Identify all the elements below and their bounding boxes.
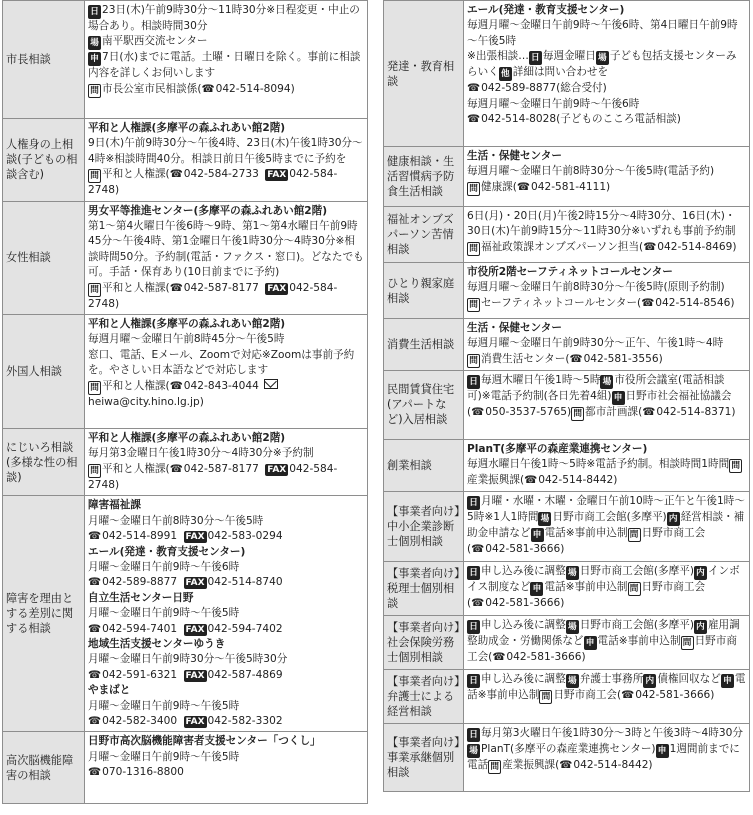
consultation-table-right bbox=[383, 0, 750, 792]
detail-line: 毎月第3金曜日午後1時30分～4時30分※予約制 bbox=[88, 447, 314, 460]
category-label: 【事業者向け】弁護士による経営相談 bbox=[384, 669, 464, 723]
inquiry-tag: 問 bbox=[88, 381, 101, 395]
detail-line: 6日(月)・20日(月)午後2時15分～4時30分、16日(木)・30日(木)午前9時15分～11時30分※いずれも事前予約制 bbox=[467, 210, 736, 238]
detail-line: ☎042-591-6321 FAX 042-587-4869 bbox=[88, 668, 283, 681]
detail-line: 問 平和と人権課(☎042-587-8177 FAX 042-584-2748) bbox=[88, 281, 338, 310]
detail-line: 毎週月曜～金曜日午前9時～午後6時 bbox=[467, 97, 640, 110]
consultation-row bbox=[3, 119, 368, 202]
detail-line: ☎042-589-8877(総合受付) bbox=[467, 82, 607, 95]
phone-icon: ☎ bbox=[169, 281, 183, 294]
consultation-row bbox=[384, 1, 750, 147]
phone-icon: ☎ bbox=[88, 668, 102, 681]
details-cell bbox=[85, 315, 368, 429]
mail-icon bbox=[264, 379, 278, 389]
details-cell bbox=[464, 207, 750, 263]
place-tag: 場 bbox=[596, 51, 609, 65]
detail-line: 日 申し込み後に調整 場 日野市商工会館(多摩平) 内 雇用調整助成金・労働関係など 申 電話※事前申込制 問 日野市商工会(☎042-581-3666) bbox=[467, 618, 740, 663]
location-heading: 日野市高次脳機能障害者支援センター「つくし」 bbox=[88, 735, 321, 748]
location-heading: PlanT(多摩平の森産業連携センター) bbox=[467, 442, 648, 455]
detail-line: ☎042-514-8028(子どものこころ電話相談) bbox=[467, 113, 681, 126]
location-heading: 生活・保健センター bbox=[467, 322, 562, 334]
right-column bbox=[383, 0, 750, 792]
inquiry-tag: 問 bbox=[467, 182, 480, 196]
details-cell bbox=[85, 119, 368, 202]
category-label: 市長相談 bbox=[3, 1, 85, 119]
content-tag: 内 bbox=[643, 674, 656, 688]
consultation-row bbox=[384, 439, 750, 491]
date-tag: 日 bbox=[467, 674, 480, 688]
details-cell bbox=[464, 263, 750, 319]
category-label: 高次脳機能障害の相談 bbox=[3, 732, 85, 804]
date-tag: 日 bbox=[467, 566, 480, 580]
fax-label: FAX bbox=[185, 670, 205, 681]
phone-icon: ☎ bbox=[169, 379, 183, 392]
date-tag: 日 bbox=[467, 728, 480, 742]
details-cell bbox=[464, 669, 750, 723]
detail-line: 月曜～金曜日午前8時30分～午後5時 bbox=[88, 514, 264, 527]
detail-line: ☎042-514-8991 FAX 042-583-0294 bbox=[88, 530, 283, 543]
phone-icon: ☎ bbox=[569, 352, 583, 365]
category-label: 【事業者向け】社会保険労務士個別相談 bbox=[384, 615, 464, 669]
location-heading: 市役所2階セーフティネットコールセンター bbox=[467, 266, 673, 278]
consultation-row bbox=[384, 615, 750, 669]
detail-line: 日 申し込み後に調整 場 弁護士事務所 内 債権回収など 申 電話※事前申込制 問 日野市商工会(☎042-581-3666) bbox=[467, 672, 746, 702]
phone-icon: ☎ bbox=[467, 82, 481, 95]
inquiry-tag: 問 bbox=[88, 464, 101, 478]
detail-line: 場 南平駅西交流センター bbox=[88, 34, 365, 50]
phone-icon: ☎ bbox=[88, 714, 102, 727]
inquiry-tag: 問 bbox=[681, 636, 694, 650]
consultation-row bbox=[384, 319, 750, 371]
category-label: 消費生活相談 bbox=[384, 319, 464, 371]
apply-tag: 申 bbox=[88, 52, 101, 66]
location-heading: エール(発達・教育支援センター) bbox=[467, 4, 625, 16]
phone-icon: ☎ bbox=[471, 542, 485, 555]
detail-line: 第1～第4火曜日午後6時～9時、第1～第4水曜日午前9時45分～午後4時、第1金曜日午後1時30分～4時30分※相談時間50分。予約制(電話・ファクス・窓口)。どなたでも可。手話・保育あり(10日前までに予約) bbox=[88, 220, 364, 279]
inquiry-tag: 問 bbox=[88, 84, 101, 98]
date-tag: 日 bbox=[467, 496, 480, 510]
place-tag: 場 bbox=[566, 674, 579, 688]
details-cell bbox=[464, 615, 750, 669]
detail-line: 毎週月曜～金曜日午前9時30分～正午、午後1時～4時 bbox=[467, 337, 724, 350]
fax-label: FAX bbox=[185, 716, 205, 727]
details-cell bbox=[464, 1, 750, 147]
apply-tag: 申 bbox=[656, 744, 669, 758]
consultation-row bbox=[384, 561, 750, 615]
place-tag: 場 bbox=[566, 620, 579, 634]
phone-icon: ☎ bbox=[642, 405, 656, 418]
location-heading: やまばと bbox=[88, 684, 131, 697]
details-cell bbox=[85, 1, 368, 119]
detail-line: 毎週月曜～金曜日午前8時30分～午後5時(電話予約) bbox=[467, 165, 715, 178]
category-label: 健康相談・生活習慣病予防食生活相談 bbox=[384, 147, 464, 207]
detail-line: 毎週月曜～金曜日午前8時45分～午後5時 bbox=[88, 333, 285, 346]
detail-line: 窓口、電話、Eメール、Zoomで対応※Zoomは事前予約を。やさしい日本語などで対応します bbox=[88, 348, 355, 377]
phone-icon: ☎ bbox=[643, 240, 657, 253]
category-label: 【事業者向け】事業承継個別相談 bbox=[384, 723, 464, 791]
detail-line: 9日(木)午前9時30分～午後4時、23日(木)午後1時30分～4時※相談時間40分。相談日前日午後5時までに予約を bbox=[88, 137, 363, 165]
place-tag: 場 bbox=[600, 375, 613, 389]
details-cell bbox=[85, 201, 368, 314]
detail-line: 毎週月曜～金曜日午前9時～午後6時、第4日曜日午前9時～午後5時 bbox=[467, 19, 738, 47]
phone-icon: ☎ bbox=[88, 766, 102, 779]
inquiry-tag: 問 bbox=[488, 760, 501, 774]
phone-icon: ☎ bbox=[169, 168, 183, 181]
fax-label: FAX bbox=[267, 170, 287, 181]
inquiry-tag: 問 bbox=[88, 283, 101, 297]
apply-tag: 申 bbox=[721, 674, 734, 688]
detail-line: 月曜～金曜日午前9時～午後5時 bbox=[88, 750, 240, 763]
phone-icon: ☎ bbox=[641, 296, 655, 309]
date-tag: 日 bbox=[529, 51, 542, 65]
phone-icon: ☎ bbox=[467, 113, 481, 126]
consultation-row bbox=[3, 732, 368, 804]
category-label: 女性相談 bbox=[3, 201, 85, 314]
details-cell bbox=[464, 439, 750, 491]
consultation-row bbox=[3, 201, 368, 314]
consultation-row bbox=[384, 723, 750, 791]
date-tag: 日 bbox=[88, 5, 101, 19]
detail-line: ※出張相談… 日 毎週金曜日 場 子ども包括支援センターみらいく 他 詳細は問い合わせを bbox=[467, 50, 737, 80]
detail-line: 月曜～金曜日午前9時30分～午後5時30分 bbox=[88, 653, 288, 666]
fax-label: FAX bbox=[267, 283, 287, 294]
category-label: 発達・教育相談 bbox=[384, 1, 464, 147]
detail-line: ☎070-1316-8800 bbox=[88, 766, 184, 779]
location-heading: 生活・保健センター bbox=[467, 150, 562, 162]
details-cell bbox=[464, 491, 750, 561]
category-label: 【事業者向け】税理士個別相談 bbox=[384, 561, 464, 615]
location-heading: 自立生活センター日野 bbox=[88, 591, 194, 604]
detail-line: 日 申し込み後に調整 場 日野市商工会館(多摩平) 内 インボイス制度など 申 電話※事前申込制 問 日野市商工会(☎042-581-3666) bbox=[467, 564, 740, 609]
detail-line: 問 福祉政策課オンブズパーソン担当(☎042-514-8469) bbox=[467, 240, 747, 256]
category-label: にじいろ相談(多様な性の相談) bbox=[3, 429, 85, 496]
detail-line: 問 市長公室市民相談係(☎042-514-8094) bbox=[88, 82, 365, 98]
category-label: 福祉オンブズパーソン苦情相談 bbox=[384, 207, 464, 263]
detail-line: 問 平和と人権課(☎042-584-2733 FAX 042-584-2748) bbox=[88, 168, 338, 197]
phone-icon: ☎ bbox=[88, 530, 102, 543]
detail-line: 日 毎月第3火曜日午後1時30分～3時と午後3時～4時30分場 PlanT(多摩平の森産業連携センター) 申 1週間前までに電話 問 産業振興課(☎042-514-8442) bbox=[467, 726, 743, 772]
location-heading: 障害福祉課 bbox=[88, 499, 141, 512]
phone-icon: ☎ bbox=[471, 596, 485, 609]
fax-label: FAX bbox=[267, 464, 287, 475]
detail-line: 問 セーフティネットコールセンター(☎042-514-8546) bbox=[467, 296, 747, 312]
content-tag: 内 bbox=[667, 512, 680, 526]
consultation-row bbox=[384, 207, 750, 263]
phone-icon: ☎ bbox=[559, 758, 573, 771]
inquiry-tag: 問 bbox=[467, 298, 480, 312]
phone-icon: ☎ bbox=[88, 576, 102, 589]
consultation-row bbox=[3, 429, 368, 496]
detail-line: 月曜～金曜日午前9時～午後5時 bbox=[88, 699, 240, 712]
details-cell bbox=[464, 561, 750, 615]
rows bbox=[384, 1, 750, 792]
date-tag: 日 bbox=[467, 620, 480, 634]
fax-label: FAX bbox=[185, 624, 205, 635]
rows bbox=[3, 1, 368, 804]
details-cell bbox=[85, 496, 368, 732]
category-label: ひとり親家庭相談 bbox=[384, 263, 464, 319]
details-cell bbox=[464, 723, 750, 791]
phone-icon: ☎ bbox=[88, 622, 102, 635]
detail-line: 日 23日(木)午前9時30分～11時30分※日程変更・中止の場合あり。相談時間30分 bbox=[88, 4, 360, 32]
phone-icon: ☎ bbox=[492, 650, 506, 663]
place-tag: 場 bbox=[88, 36, 101, 50]
other-tag: 他 bbox=[499, 67, 512, 81]
detail-line: ☎042-589-8877 FAX 042-514-8740 bbox=[88, 576, 283, 589]
phone-icon: ☎ bbox=[169, 462, 183, 475]
consultation-row bbox=[3, 315, 368, 429]
apply-tag: 申 bbox=[612, 391, 625, 405]
consultation-row bbox=[384, 263, 750, 319]
location-heading: 男女平等推進センター(多摩平の森ふれあい館2階) bbox=[88, 204, 328, 217]
apply-tag: 申 bbox=[531, 528, 544, 542]
consultation-row bbox=[3, 496, 368, 732]
detail-line: 申 7日(水)までに電話。土曜・日曜日を除く。事前に相談内容を詳しくお伺いします bbox=[88, 51, 361, 80]
details-cell bbox=[85, 429, 368, 496]
inquiry-tag: 問 bbox=[628, 528, 641, 542]
category-label: 創業相談 bbox=[384, 439, 464, 491]
phone-icon: ☎ bbox=[471, 405, 485, 418]
detail-line: 毎週水曜日午後1時～5時※電話予約制。相談時間1時間 問産業振興課(☎042-514-8442) bbox=[467, 457, 747, 488]
apply-tag: 申 bbox=[584, 636, 597, 650]
location-heading: エール(発達・教育支援センター) bbox=[88, 545, 246, 558]
inquiry-tag: 問 bbox=[539, 690, 552, 704]
detail-line: ☎042-594-7401 FAX 042-594-7402 bbox=[88, 622, 283, 635]
fax-label: FAX bbox=[185, 578, 205, 589]
details-cell bbox=[464, 319, 750, 371]
place-tag: 場 bbox=[467, 744, 480, 758]
consultation-table-left bbox=[2, 0, 368, 804]
detail-line: 日 毎週木曜日午後1時～5時 場 市役所会議室(電話相談可)※電話予約制(各日先着4組) 申 日野市社会福祉協議会(☎050-3537-5765) 問 都市計画課(☎042-514-8371) bbox=[467, 373, 736, 419]
inquiry-tag: 問 bbox=[571, 407, 584, 421]
details-cell bbox=[464, 370, 750, 439]
detail-line: 問 健康課(☎042-581-4111) bbox=[467, 180, 747, 196]
apply-tag: 申 bbox=[530, 582, 543, 596]
inquiry-tag: 問 bbox=[628, 582, 641, 596]
consultation-row bbox=[384, 370, 750, 439]
consultation-row bbox=[384, 147, 750, 207]
fax-label: FAX bbox=[185, 532, 205, 543]
content-tag: 内 bbox=[694, 620, 707, 634]
category-label: 人権身の上相談(子どもの相談含む) bbox=[3, 119, 85, 202]
inquiry-tag: 問 bbox=[88, 169, 101, 183]
inquiry-tag: 問 bbox=[467, 354, 480, 368]
category-label: 障害を理由とする差別に関する相談 bbox=[3, 496, 85, 732]
date-tag: 日 bbox=[467, 375, 480, 389]
content-tag: 内 bbox=[694, 566, 707, 580]
detail-line: 問 消費生活センター(☎042-581-3556) bbox=[467, 352, 747, 368]
phone-icon: ☎ bbox=[621, 688, 635, 701]
consultation-row bbox=[3, 1, 368, 119]
inquiry-tag: 問 bbox=[467, 242, 480, 256]
category-label: 【事業者向け】中小企業診断士個別相談 bbox=[384, 491, 464, 561]
left-column bbox=[2, 0, 368, 804]
detail-line: 日 月曜・水曜・木曜・金曜日午前10時～正午と午後1時～5時※1人1時間 場 日野市商工会館(多摩平) 内 経営相談・補助金申請など 申 電話※事前申込制 問 日野市商工会(☎042-581-3666) bbox=[467, 494, 745, 555]
category-label: 外国人相談 bbox=[3, 315, 85, 429]
location-heading: 平和と人権課(多摩平の森ふれあい館2階) bbox=[88, 432, 286, 445]
place-tag: 場 bbox=[538, 512, 551, 526]
inquiry-tag: 問 bbox=[729, 459, 742, 473]
detail-line: 月曜～金曜日午前9時～午後5時 bbox=[88, 607, 240, 620]
detail-line: ☎042-582-3400 FAX 042-582-3302 bbox=[88, 714, 283, 727]
details-cell bbox=[85, 732, 368, 804]
location-heading: 地域生活支援センターゆうき bbox=[88, 637, 226, 650]
detail-line: 月曜～金曜日午前9時～午後6時 bbox=[88, 560, 240, 573]
location-heading: 平和と人権課(多摩平の森ふれあい館2階) bbox=[88, 318, 286, 331]
details-cell bbox=[464, 147, 750, 207]
phone-icon: ☎ bbox=[201, 82, 215, 95]
consultation-row bbox=[384, 669, 750, 723]
category-label: 民間賃貸住宅(アパートなど)入居相談 bbox=[384, 370, 464, 439]
detail-line: 問 平和と人権課(☎042-843-4044 heiwa@city.hino.lg.jp) bbox=[88, 379, 365, 410]
consultation-row bbox=[384, 491, 750, 561]
phone-icon: ☎ bbox=[516, 180, 531, 193]
location-heading: 平和と人権課(多摩平の森ふれあい館2階) bbox=[88, 122, 286, 134]
place-tag: 場 bbox=[566, 566, 579, 580]
detail-line: 問 平和と人権課(☎042-587-8177 FAX 042-584-2748) bbox=[88, 462, 338, 491]
detail-line: 毎週月曜～金曜日午前8時30分～午後5時(原則予約制) bbox=[467, 281, 725, 294]
phone-icon: ☎ bbox=[524, 474, 538, 487]
